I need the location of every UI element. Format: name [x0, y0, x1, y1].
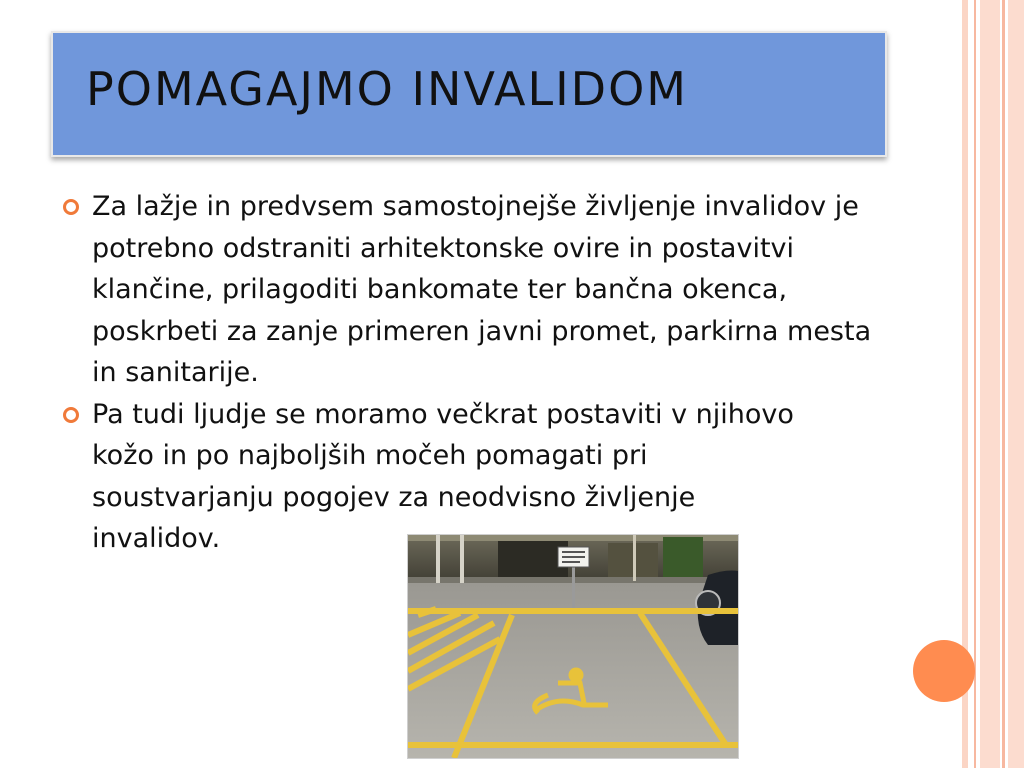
bullet-text: Pa tudi ljudje se moramo večkrat postaviti v njihovo kožo in po najboljših močeh pomagati pri soustvarjanju pogojev za neodvisno življenje invalidov.	[92, 398, 794, 554]
bullet-text: Za lažje in predvsem samostojnejše življenje invalidov je potrebno odstraniti arhitektonske ovire in postavitvi klančine, prilagoditi bankomate ter bančna okenca, poskrbeti za zanje primeren javni promet, parkirna mesta in sanitarije.	[92, 191, 872, 388]
bullet-item	[60, 186, 890, 394]
bullet-circle-icon	[63, 199, 79, 215]
parking-illustration	[408, 535, 738, 758]
bullet-circle-icon	[63, 407, 79, 423]
decorative-circle	[913, 640, 975, 702]
parking-photo	[407, 534, 739, 759]
bullet-list	[60, 186, 890, 560]
slide-title: POMAGAJMO INVALIDOM	[86, 62, 688, 116]
decorative-stripes	[962, 0, 1024, 768]
